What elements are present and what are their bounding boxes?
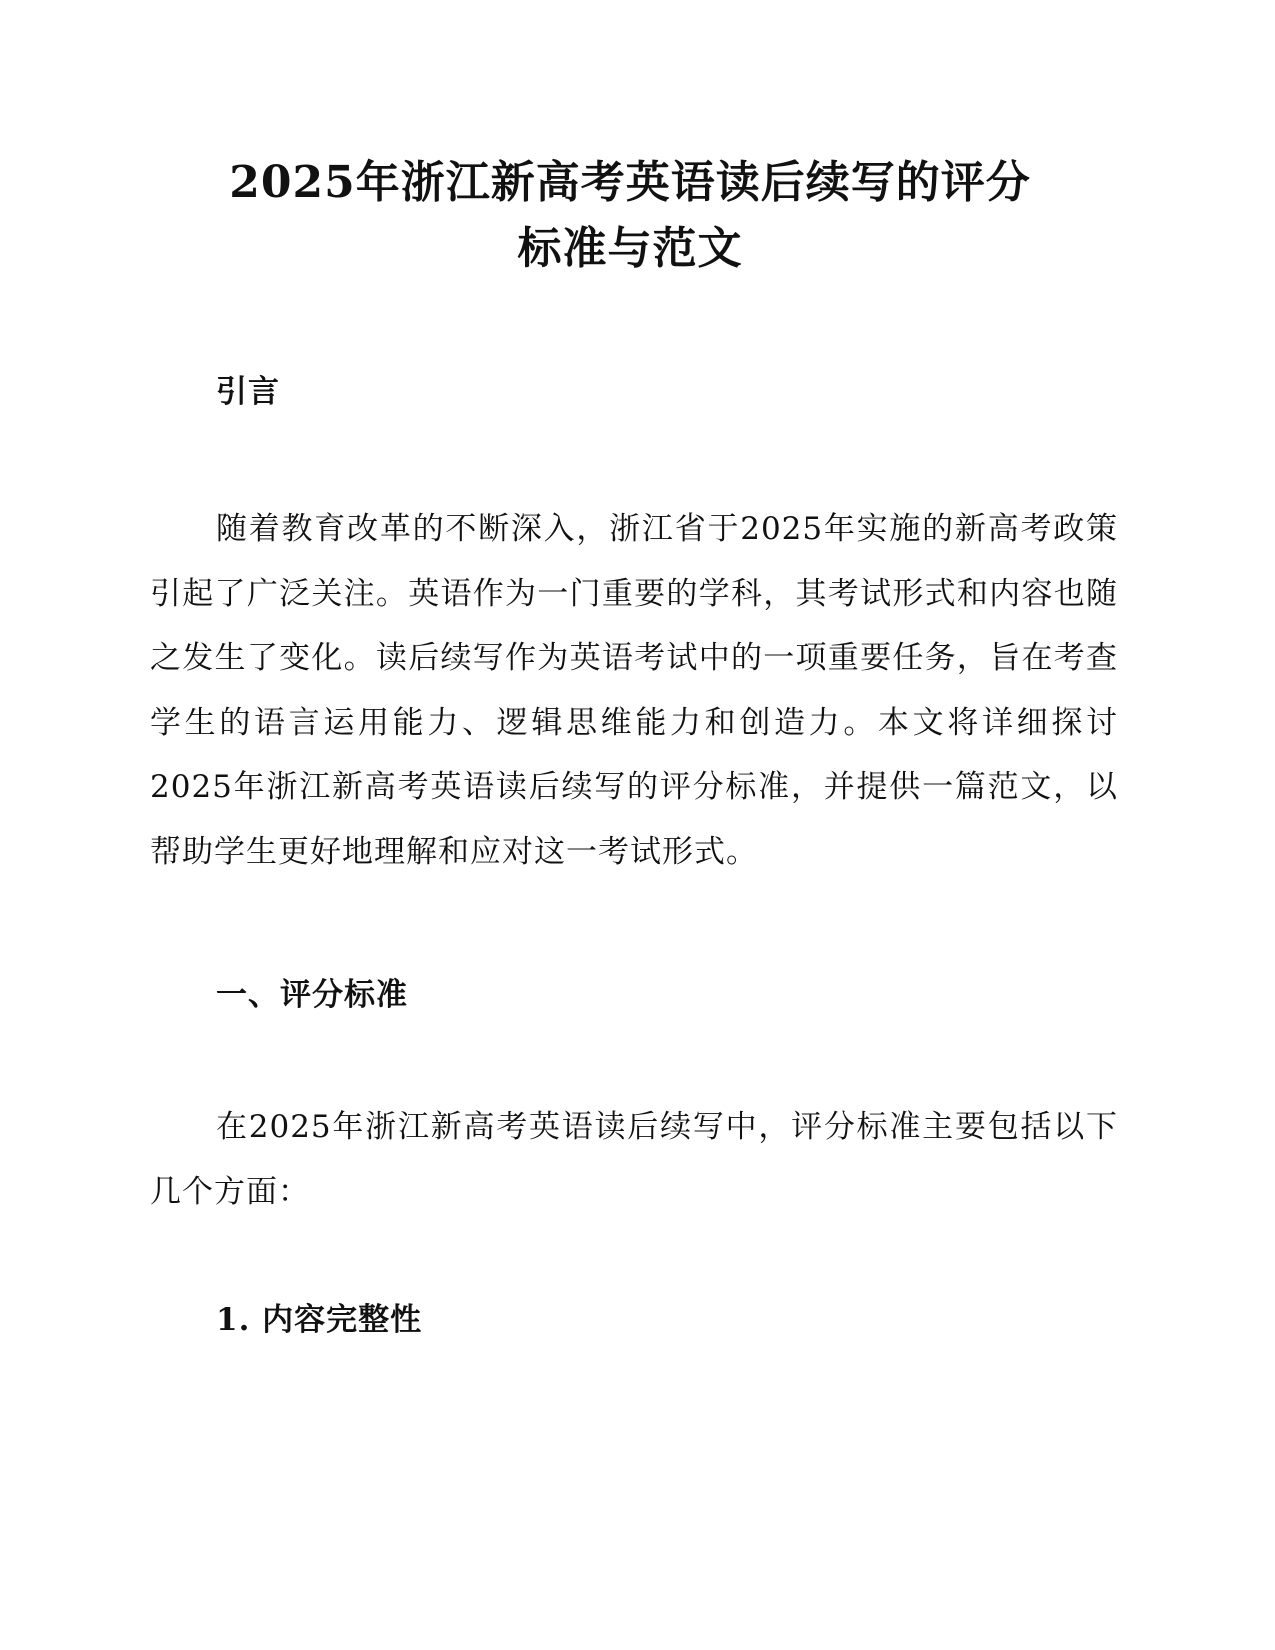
item-1-heading: 1. 内容完整性 [216,1302,423,1338]
title-line-1: 2025年浙江新高考英语读后续写的评分 [229,157,1031,208]
section-1-paragraph: 在2025年浙江新高考英语读后续写中，评分标准主要包括以下几个方面： [150,1109,1118,1210]
title-line-2: 标准与范文 [517,223,743,274]
section-1-heading: 一、评分标准 [216,977,408,1013]
intro-heading: 引言 [216,374,280,410]
document-title [150,150,1110,282]
intro-paragraph: 随着教育改革的不断深入，浙江省于2025年实施的新高考政策引起了广泛关注。英语作为一门重要的学科，其考试形式和内容也随之发生了变化。读后续写作为英语考试中的一项重要任务，旨在考查学生的语言运用能力、逻辑思维能力和创造力。本文将详细探讨2025年浙江新高考英语读后续写的评分标准，并提供一篇范文，以帮助学生更好地理解和应对这一考试形式。 [150,511,1118,870]
